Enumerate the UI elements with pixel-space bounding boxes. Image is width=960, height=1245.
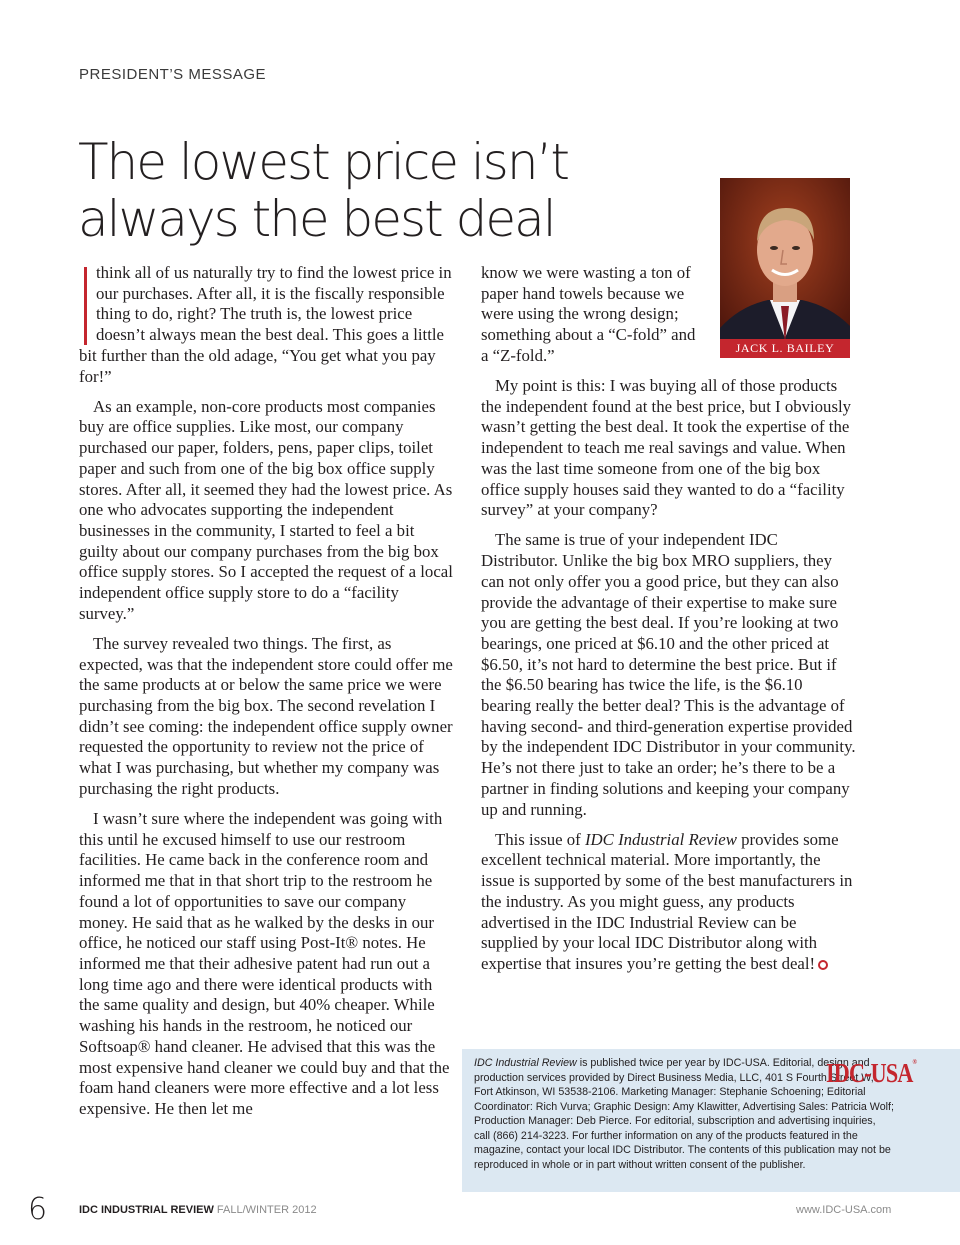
article-headline bbox=[78, 134, 698, 248]
photo-caption: JACK L. BAILEY bbox=[720, 339, 850, 358]
footer-publication: IDC INDUSTRIAL REVIEW bbox=[79, 1204, 214, 1216]
page-number: 6 bbox=[28, 1192, 48, 1227]
section-label: PRESIDENT’S MESSAGE bbox=[79, 66, 267, 83]
footer-url-link[interactable]: www.IDC-USA.com bbox=[796, 1204, 892, 1216]
article-paragraph: The survey revealed two things. The first, as expected, was that the independent store could offer me the same products at or below the same price we were purchasing from the big box. The second revelation I didn’t see coming: the independent office supply owner requested the opportunity to review not the price of what I was purchasing, but whether my company was purchasing the right products. bbox=[79, 633, 453, 798]
article-paragraph-continued: know we were wasting a ton of paper hand towels because we were using the wrong design; something about a “C-fold” and a “Z-fold.” bbox=[481, 263, 696, 365]
idc-usa-logo: IDC-USA® bbox=[826, 1058, 916, 1088]
article-right-column bbox=[481, 263, 856, 984]
article-paragraph: My point is this: I was buying all of those products the independent found at the best price, but I obviously wasn’t getting the best deal. It took the expertise of the independent to teach me real savings and value. When was the last time someone from one of the big box office supply houses said they wanted to do a “facility survey” at your company? bbox=[481, 376, 852, 520]
end-of-article-icon bbox=[818, 960, 828, 970]
article-paragraph: As an example, non-core products most companies buy are office supplies. Like most, our company purchased our paper, folders, pens, paper clips, toilet paper and such from one of the big box office supply stores. After all, it seemed they had the lowest price. As one who advocates supporting the independent businesses in the community, I started to feel a bit guilty about our company purchases from the big box office supply stores. So I accepted the request of a local independent office supply store to do a “facility survey.” bbox=[79, 396, 453, 623]
article-paragraph: I wasn’t sure where the independent was going with this until he excused himself to use our restroom facilities. He came back in the conference room and informed me that in that short trip to the restroom he found a lot of opportunities to save our company money. He said that as he walked by the desks in our office, he noticed our staff using Post-It® notes. He informed me that their adhesive patent had run out a long time ago and there were identical products with the same quality and design, but 40% cheaper. While washing his hands in the restroom, he noticed our Softsoap® hand cleaner. He advised that this was the most expensive hand cleaner we could buy and that the foam hand cleaners were more effective and a lot less expensive. He then let me bbox=[79, 809, 450, 1118]
footer-issue: FALL/WINTER 2012 bbox=[216, 1204, 317, 1216]
article-paragraph: This issue of IDC Industrial Review provides some excellent technical material. More importantly, the issue is supported by some of the best manufacturers in the industry. As you might guess, any products advertised in the IDC Industrial Review can be supplied by your local IDC Distributor along with expertise that insures you’re getting the best deal! bbox=[481, 829, 853, 973]
page-footer bbox=[79, 1204, 317, 1216]
headline-line-2: always the best deal bbox=[78, 190, 555, 248]
article-left-column bbox=[79, 263, 455, 1129]
article-paragraph: think all of us naturally try to find the lowest price in our purchases. After all, it is the fiscally responsible thing to do, right? The truth is, the lowest price doesn’t always mean the best deal. This goes a little bit further than the old adage, “You get what you pay for!” bbox=[79, 263, 452, 386]
publication-info-text: IDC Industrial Review is published twice per year by IDC-USA. Editorial, design and production services provided by Direct Business Media, LLC, 401 S Fourth Street W, Fort Atkinson, WI 53538-2106. Marketing Manager: Stephanie Schoening; Editorial Coordinator: Rich Vurva; Graphic Design: Amy Klawitter, Advertising Sales: Patricia Wolf; Production Manager: Deb Pierce. For editorial, subscription and advertising inquiries, call (866) 214-3223. For further information on any of the products featured in the magazine, contact your local IDC Distributor. The contents of this publication may not be reproduced in whole or in part without written consent of the publisher. bbox=[474, 1057, 894, 1171]
publication-title: IDC Industrial Review bbox=[584, 829, 737, 849]
article-paragraph: The same is true of your independent IDC Distributor. Unlike the big box MRO suppliers, they can not only offer you a good price, but they can also provide the advantage of their expertise to make sure you are getting the best deal. If you’re looking at two bearings, one priced at $6.10 and the other priced at $6.50, it’s not hard to determine the best price. But if the $6.50 bearing has twice the life, is the $6.10 bearing really the better deal? This is the advantage of having second- and third-generation expertise provided by the independent IDC Distributor in your community. He’s not there just to take an order; he’s there to be a partner in finding solutions and keeping your company up and running. bbox=[481, 530, 856, 819]
drop-cap-i bbox=[84, 267, 87, 345]
headline-line-1: The lowest price isn’t bbox=[78, 133, 569, 191]
